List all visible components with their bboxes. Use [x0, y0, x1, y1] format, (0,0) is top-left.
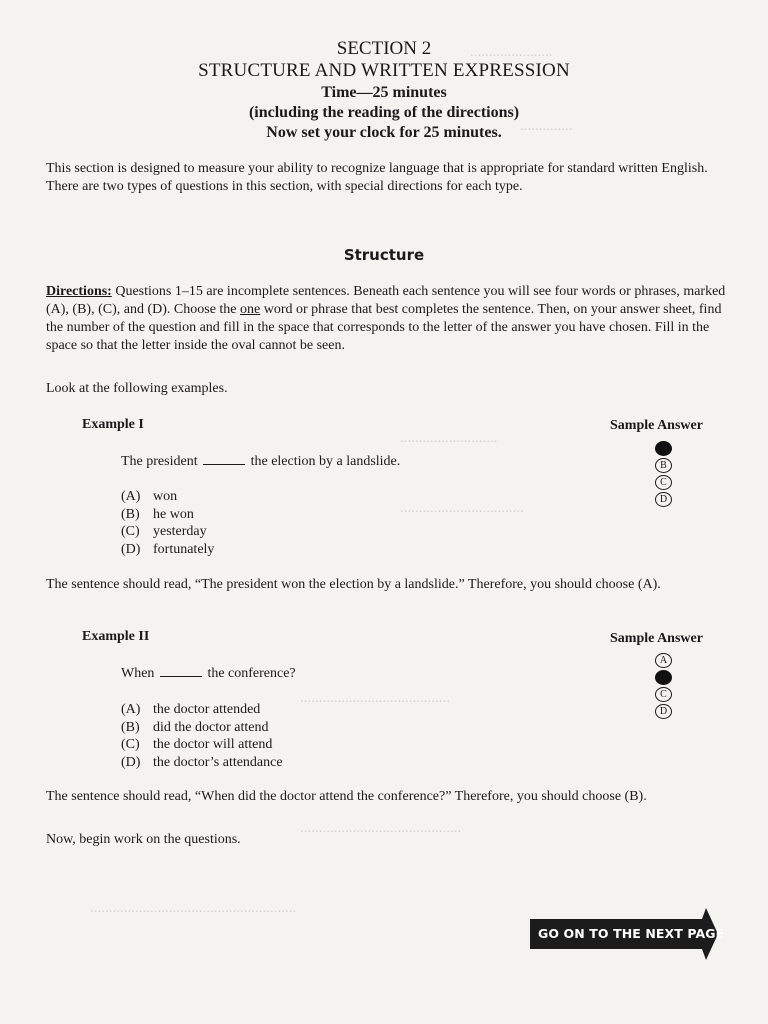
option-row	[121, 506, 214, 524]
option-row	[121, 488, 214, 506]
section-intro: This section is designed to measure your ability to recognize language that is appropriate for standard written English. There are two types of questions in this section, with special directions for each type.	[46, 161, 708, 194]
time-limit: Time—25 minutes	[321, 84, 447, 101]
option-text: the doctor attended	[153, 702, 261, 717]
option-text: fortunately	[153, 541, 215, 557]
answer-oval-d: D	[655, 704, 672, 719]
answer-oval-d: D	[655, 492, 672, 507]
option-text: the doctor’s attendance	[153, 754, 283, 770]
answer-blank	[160, 665, 202, 677]
answer-oval-a: A	[655, 653, 672, 668]
answer-oval-c: C	[655, 475, 672, 490]
example-1-stem	[121, 453, 400, 470]
option-key: (D)	[121, 541, 141, 557]
bleed-through-text: ..............	[520, 118, 573, 134]
stem-text-before: When	[121, 666, 158, 681]
option-row	[121, 754, 283, 772]
clock-instruction: Now set your clock for 25 minutes.	[266, 124, 502, 141]
example-2-answer-ovals	[655, 653, 672, 719]
option-key: (C)	[121, 524, 140, 539]
example-2-stem	[121, 665, 296, 682]
option-key: (C)	[121, 737, 140, 752]
time-includes-note: (including the reading of the directions)	[248, 104, 520, 121]
go-on-label: GO ON TO THE NEXT PAGE	[538, 926, 725, 941]
option-key: (A)	[121, 489, 141, 504]
example-1-options	[121, 488, 214, 558]
example-1-explanation: The sentence should read, “The president won the election by a landslide.” Therefore, you should choose (A).	[46, 577, 661, 592]
answer-oval-a-filled	[655, 441, 672, 456]
stem-text-before: The president	[121, 454, 202, 469]
option-row	[121, 541, 214, 559]
example-1-sample-answer-label: Sample Answer	[610, 418, 703, 433]
answer-blank	[203, 453, 245, 465]
example-2-options	[121, 701, 283, 771]
example-2-label: Example II	[82, 629, 150, 644]
option-text: won	[153, 489, 178, 504]
option-key: (D)	[121, 754, 141, 770]
structure-heading: Structure	[343, 246, 425, 264]
example-1-answer-ovals	[655, 441, 672, 507]
option-text: he won	[153, 506, 194, 522]
option-row	[121, 701, 283, 719]
directions	[46, 283, 726, 355]
bleed-through-text: .......................................................	[90, 900, 297, 916]
option-key: (B)	[121, 719, 140, 735]
option-key: (A)	[121, 702, 141, 717]
option-text: yesterday	[153, 524, 207, 539]
option-key: (B)	[121, 506, 140, 522]
answer-oval-b: B	[655, 458, 672, 473]
stem-text-after: the conference?	[203, 666, 296, 681]
bleed-through-text: ......................	[470, 44, 553, 60]
option-row	[121, 736, 283, 754]
section-title: STRUCTURE AND WRITTEN EXPRESSION	[198, 60, 570, 81]
example-2-sample-answer-label: Sample Answer	[610, 631, 703, 646]
example-2-explanation: The sentence should read, “When did the doctor attend the conference?” Therefore, you should choose (B).	[46, 789, 647, 804]
directions-emphasis: one	[240, 302, 261, 317]
look-instruction: Look at the following examples.	[46, 381, 228, 396]
bleed-through-text: ........................................	[300, 690, 450, 706]
bleed-through-text: ..........................	[400, 430, 498, 446]
option-text: did the doctor attend	[153, 719, 269, 735]
option-row	[121, 719, 283, 737]
bleed-through-text: .................................	[400, 500, 524, 516]
stem-text-after: the election by a landslide.	[247, 454, 401, 469]
answer-oval-c: C	[655, 687, 672, 702]
section-number: SECTION 2	[336, 38, 432, 59]
bleed-through-text: ...........................................	[300, 820, 462, 836]
directions-text-cont: word or phrase that best completes the sentence. Then, on your answer sheet, find the number of the question and fill in the space that corresponds to the letter of the answer you have chosen. Fill in the space so that the letter inside the oval cannot be seen.	[46, 302, 722, 353]
option-text: the doctor will attend	[153, 737, 273, 752]
directions-text: Questions 1–15 are incomplete sentences. Beneath each sentence you will see four words or phrases, marked (A), (B), (C), and (D). Choose the	[46, 284, 726, 317]
go-on-arrow	[530, 908, 725, 960]
begin-instruction: Now, begin work on the questions.	[46, 832, 241, 847]
answer-oval-b-filled	[655, 670, 672, 685]
example-1-label: Example I	[82, 417, 144, 432]
directions-label: Directions:	[46, 284, 112, 299]
option-row	[121, 523, 214, 541]
